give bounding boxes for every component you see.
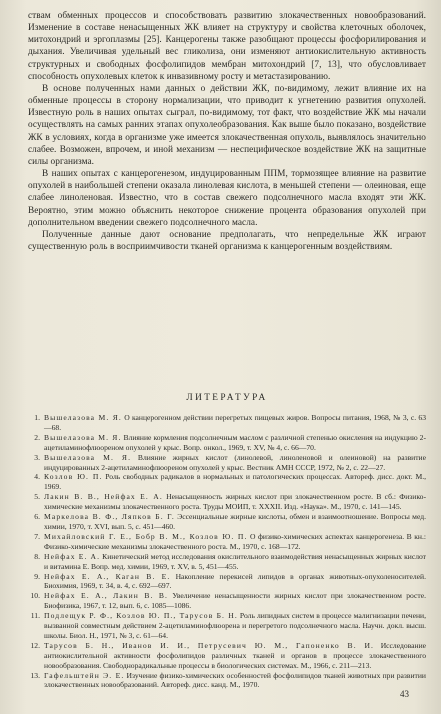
reference-text: Кинетический метод исследования окислительного взаимодействия ненасыщенных жирных кислот и витамина Е. Вопр. мед. химии, 1969, т. XV, в. 5, 451—455. <box>44 551 426 571</box>
reference-author: Вышелазова М. Я. <box>44 432 122 442</box>
reference-author: Тарусов Б. Н., Иванов И. И., Петрусевич Ю. М., Гапоненко В. И. <box>44 640 375 650</box>
reference-item <box>28 413 426 433</box>
reference-number: 9. <box>34 571 40 581</box>
reference-text: Роль липидных систем в процессе малигнизации печени, вызванной совместным действием 2-ацетиламинофлюорена и перегретого подсолнечного масла. Научн. докл. высш. школы. Биол. Н., 1971, № 3, с. 61—64. <box>44 611 426 640</box>
reference-item <box>28 433 426 453</box>
reference-text: Роль свободных радикалов в нормальных и патологических процессах. Автореф. дисс. докт. М., 1969. <box>44 472 426 492</box>
reference-text: Накопление перекисей липидов в органах животных-опухоленосителей. Биохимия, 1969, т. 34, в. 4, с. 692—697. <box>44 571 426 591</box>
reference-item <box>28 552 426 572</box>
paragraph: ствам обменных процессов и способствовать развитию злокачественных новообразований. Изменение в составе ненасыщенных ЖК влияет на структуру и свойства клеточных оболочек, митохондрий и эргоплазмы [25]. Канцерогены также разобщают процессы фосфорилирования и дыхания. Увеличивая удельный вес гликолиза, они изменяют антиокислительную активность структурных и свободных фосфолипидов мембран митохондрий [7, 13], что обусловливает способность опухолевых клеток к инвазивному росту и метастазированию. <box>28 11 426 82</box>
reference-number: 4. <box>34 472 40 482</box>
reference-author: Михайловский Г. Е., Бобр В. М., Козлов Ю. П. <box>44 531 248 541</box>
body-text <box>28 10 426 253</box>
reference-list <box>28 413 426 690</box>
reference-text: Эссенциальные жирные кислоты, обмен и взаимоотношение. Вопросы мед. химии, 1970, т. XVI, вып. 5, с. 451—460. <box>44 512 427 531</box>
reference-text: О физико-химических аспектах канцерогенеза. В кн.: Физико-химические механизмы злокачественного роста. М., 1970, с. 168—172. <box>44 531 426 551</box>
reference-text: Влияние кормления подсолнечным маслом с различной степенью окисления на индукцию 2-ацетиламинофлюореном опухолей у крыс. Вопр. онкол., 1969, т. XV, № 4, с. 66—70. <box>44 432 426 452</box>
reference-number: 6. <box>34 512 40 522</box>
reference-author: Подлещук Р. Ф., Козлов Ю. П., Тарусов Б. Н. <box>44 611 238 621</box>
reference-item <box>28 472 426 492</box>
reference-item <box>28 532 426 552</box>
references-heading: ЛИТЕРАТУРА <box>186 393 268 403</box>
reference-number: 5. <box>34 492 40 502</box>
reference-number: 2. <box>34 432 40 442</box>
reference-number: 7. <box>34 531 40 541</box>
reference-text: Исследование антиокислительной активности фосфолипидов различных тканей и органов в процессе злокачественного новообразования. Свободнорадикальные процессы в биологических системах. М., 1966, с. 211—213. <box>44 640 426 670</box>
reference-number: 10. <box>30 591 40 601</box>
reference-author: Маркелова В. Ф., Ляпков Б. Г. <box>44 512 175 522</box>
reference-number: 13. <box>30 670 40 680</box>
paragraph: Полученные данные дают основание предполагать, что непредельные ЖК играют существенную роль в восприимчивости тканей организма к канцерогенным воздействиям. <box>28 229 426 252</box>
reference-item <box>28 453 426 473</box>
paragraph: В наших опытах с канцерогенезом, индуцированным ППМ, тормозящее влияние на развитие опухолей в наибольшей степени оказала линолевая кислота, в меньшей степени — олеиновая, еще слабее линоленовая. Известно, что в состав свежего подсолнечного масла входят эти ЖК. Вероятно, этим можно объяснить некоторое снижение процента образования опухолей при дополнительном введении свежего подсолнечного масла. <box>28 169 426 228</box>
reference-number: 12. <box>30 640 40 650</box>
reference-author: Вышелазова М. Я. <box>44 452 132 462</box>
reference-text: Ненасыщенность жирных кислот при злокачественном росте. В сб.: Физико-химические механизмы злокачественного роста. Труды МОИП, т. XXXII. Изд. «Наука». М., 1970, с. 141—145. <box>44 492 426 512</box>
reference-item <box>28 492 426 512</box>
reference-number: 1. <box>34 413 40 422</box>
page-number: 43 <box>400 689 409 699</box>
reference-number: 8. <box>34 551 40 561</box>
reference-author: Лакин В. В., Нейфах Е. А. <box>44 492 163 502</box>
paragraph: В основе полученных нами данных о действии ЖК, по-видимому, лежит влияние их на обменные процессы в сторону нормализации, что приводит к угнетению развития опухолей. Известную роль в наших опытах сыграл, по-видимому, тот факт, что воздействие ЖК мы начали осуществлять на самых ранних этапах опухолеобразования. Как выше было показано, воздействие ЖК в условиях, когда в организме уже имеется злокачественная опухоль, выявлялось значительно слабее. Возможен, впрочем, и иной механизм — неспецифическое воздействие ЖК на защитные силы организма. <box>28 83 426 167</box>
reference-author: Вышелазова М. Я. <box>44 413 122 422</box>
reference-text: О канцерогенном действии перегретых пищевых жиров. Вопросы питания, 1968, № 3, с. 63—68. <box>44 413 426 432</box>
reference-item <box>28 611 426 641</box>
reference-author: Козлов Ю. П. <box>44 472 103 482</box>
reference-item <box>28 671 426 691</box>
reference-text: Увеличение ненасыщенности жирных кислот при злокачественном росте. Биофизика, 1967, т. 12, вып. 6, с. 1085—1086. <box>44 591 426 611</box>
reference-item <box>28 572 426 592</box>
reference-item <box>28 641 426 671</box>
reference-text: Влияние жирных кислот (линолевой, линоленовой и олеиновой) на развитие индуцированных 2-ацетиламинофлюореном опухолей у крыс. Вестник АМН СССР, 1972, № 2, с. 22—27. <box>44 452 426 472</box>
reference-text: Изучение физико-химических особенностей фосфолипидов тканей животных при развитии злокачественных новообразований. Автореф. дисс. канд. М., 1970. <box>44 670 426 690</box>
reference-number: 11. <box>30 611 40 621</box>
reference-item <box>28 512 426 532</box>
reference-author: Нейфах Е. А., Каган В. Е. <box>44 571 171 581</box>
reference-number: 3. <box>34 452 40 462</box>
reference-item <box>28 591 426 611</box>
reference-author: Гафельштейн Э. Е. <box>44 670 125 680</box>
reference-author: Нейфах Е. А., Лакин В. В. <box>44 591 169 601</box>
reference-author: Нейфах Е. А. <box>44 551 101 561</box>
